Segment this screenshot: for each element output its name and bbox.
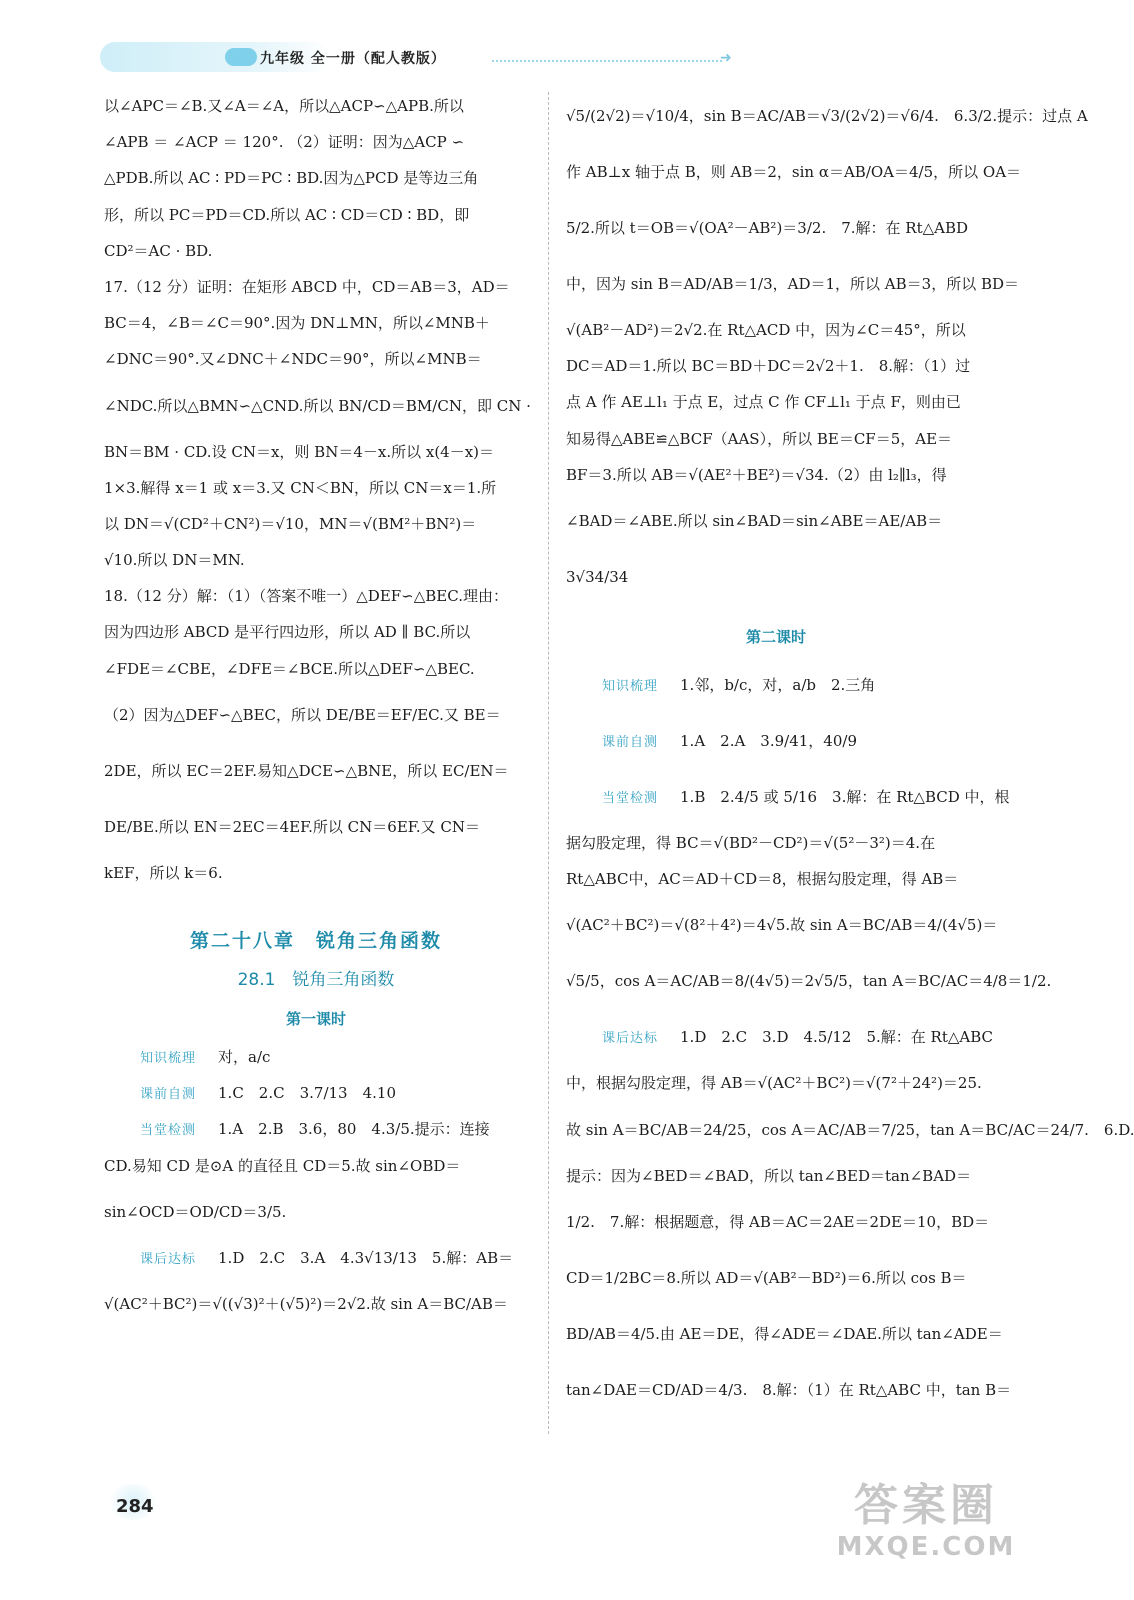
answer-line — [566, 897, 998, 953]
answer-line — [566, 953, 1052, 1009]
left-answer-text — [104, 88, 531, 891]
answer-text: CD＝1/2BC＝8.所以 AD＝√(AB²－BD²)＝6.所以 cos B＝ — [566, 1268, 967, 1287]
answer-line — [566, 144, 1022, 200]
answer-text: 知易得△ABE≌△BCF（AAS），所以 BE＝CF＝5，AE＝ — [566, 429, 953, 448]
answer-text: sin∠OCD＝OD/CD＝3/5. — [104, 1202, 287, 1221]
answer-text: DC＝AD＝1.所以 BC＝BD＋DC＝2√2＋1. 8.解：（1）过 — [566, 357, 971, 376]
answer-line — [104, 305, 528, 341]
header-title: 九年级 全一册（配人教版） — [260, 51, 446, 67]
left-column — [104, 88, 531, 1332]
answer-text: 3√34/34 — [566, 567, 629, 586]
section-tag: 课前自测 — [602, 734, 659, 750]
section-tag: 课后达标 — [140, 1251, 197, 1267]
answer-text: 1.C 2.C 3.7/13 4.10 — [218, 1084, 396, 1103]
section-tag: 当堂检测 — [140, 1123, 197, 1139]
section-tag: 知识梳理 — [140, 1051, 197, 1066]
answer-text: ∠APB ＝ ∠ACP ＝ 120°. （2）证明：因为△ACP ∽ — [104, 133, 465, 152]
answer-line — [566, 1009, 994, 1065]
answer-text: tan∠DAE＝CD/AD＝4/3. 8.解：（1）在 Rt△ABC 中，tan B＝ — [566, 1380, 1012, 1399]
answer-text: 1.D 2.C 3.D 4.5/12 5.解：在 Rt△ABC — [680, 1028, 994, 1047]
answer-line — [104, 378, 531, 434]
answer-line — [104, 124, 528, 160]
answer-text: CD²＝AC · BD. — [104, 241, 213, 260]
lesson2-answers — [566, 657, 1134, 1418]
answer-text: 提示：因为∠BED＝∠BAD，所以 tan∠BED＝tan∠BAD＝ — [566, 1166, 972, 1185]
answer-text: 以∠APC＝∠B.又∠A＝∠A，所以△ACP∽△APB.所以 — [104, 97, 464, 115]
answer-line — [104, 687, 528, 743]
lesson2-title: 第二课时 — [745, 627, 806, 646]
answer-text: 1×3.解得 x＝1 或 x＝3.又 CN＜BN，所以 CN＝x＝1.所 — [104, 478, 497, 497]
watermark-url: MXQE.COM — [836, 1532, 1016, 1562]
answer-text: 中，根据勾股定理，得 AB＝√(AC²＋BC²)＝√(7²＋24²)＝25. — [566, 1074, 982, 1093]
answer-line — [566, 657, 986, 713]
answer-line — [104, 1276, 528, 1332]
answer-text: 对，a/c — [218, 1048, 271, 1066]
column-divider — [548, 92, 549, 1434]
watermark-logo: 答案圈 — [854, 1480, 998, 1531]
answer-text: 故 sin A＝BC/AB＝24/25，cos A＝AC/AB＝7/25，tan A＝BC/AC＝24/7. 6.D. — [566, 1120, 1134, 1139]
answer-text: CD.易知 CD 是⊙A 的直径且 CD＝5.故 sin∠OBD＝ — [104, 1156, 461, 1175]
answer-text: ∠NDC.所以△BMN∽△CND.所以 BN/CD＝BM/CN，即 CN · — [104, 396, 531, 415]
answer-line — [104, 614, 528, 650]
answer-text: （2）因为△DEF∽△BEC，所以 DE/BE＝EF/EC.又 BE＝ — [104, 705, 501, 724]
answer-text: △PDB.所以 AC ∶ PD＝PC ∶ BD.因为△PCD 是等边三角 — [104, 169, 479, 188]
answer-text: 2DE，所以 EC＝2EF.易知△DCE∽△BNE，所以 EC/EN＝ — [104, 761, 509, 780]
lesson-title: 第一课时 — [285, 1010, 346, 1028]
answer-line — [566, 1306, 1003, 1362]
answer-line — [566, 457, 986, 493]
answer-text: 1.B 2.4/5 或 5/16 3.解：在 Rt△BCD 中，根 — [680, 787, 1010, 806]
answer-line — [104, 269, 528, 305]
page-number: 284 — [116, 1496, 154, 1517]
answer-line — [566, 1362, 1012, 1418]
answer-line — [104, 434, 528, 470]
answer-text: Rt△ABC中，AC＝AD＋CD＝8，根据勾股定理，得 AB＝ — [566, 870, 959, 889]
answer-line — [104, 160, 528, 196]
answer-text: √(AB²－AD²)＝2√2.在 Rt△ACD 中，因为∠C＝45°，所以 — [566, 321, 966, 339]
answer-line — [566, 200, 986, 256]
answer-text: BF＝3.所以 AB＝√(AE²＋BE²)＝√34.（2）由 l₂∥l₃，得 — [566, 465, 947, 484]
answer-text: BD/AB＝4/5.由 AE＝DE，得∠ADE＝∠DAE.所以 tan∠ADE＝ — [566, 1324, 1003, 1343]
answer-text: 点 A 作 AE⊥l₁ 于点 E，过点 C 作 CF⊥l₁ 于点 F，则由已 — [566, 393, 961, 412]
answer-text: ∠BAD＝∠ABE.所以 sin∠BAD＝sin∠ABE＝AE/AB＝ — [566, 511, 943, 530]
answer-line — [566, 348, 986, 384]
answer-text: √5/5，cos A＝AC/AB＝8/(4√5)＝2√5/5，tan A＝BC/AC＝4/8＝1/2. — [566, 972, 1052, 991]
answer-line — [566, 256, 1020, 312]
answer-line — [104, 341, 528, 377]
answer-text: ∠FDE＝∠CBE，∠DFE＝∠BCE.所以△DEF∽△BEC. — [104, 659, 475, 678]
answer-text: 1.D 2.C 3.A 4.3√13/13 5.解：AB＝ — [218, 1248, 514, 1267]
arrow-right-icon: ➜ — [720, 50, 732, 66]
answer-text: √(AC²＋BC²)＝√((√3)²＋(√5)²)＝2√2.故 sin A＝BC/AB＝ — [104, 1294, 508, 1313]
answer-line — [566, 493, 986, 549]
section-tag: 知识梳理 — [602, 678, 659, 694]
answer-line — [104, 1148, 528, 1184]
section-tag: 当堂检测 — [602, 790, 659, 806]
answer-line — [104, 855, 528, 891]
answer-text: 形，所以 PC＝PD＝CD.所以 AC ∶ CD＝CD ∶ BD，即 — [104, 205, 470, 224]
answer-line — [104, 651, 528, 687]
answer-text: 据勾股定理，得 BC＝√(BD²－CD²)＝√(5²－3²)＝4.在 — [566, 833, 936, 852]
answer-text: 作 AB⊥x 轴于点 B，则 AB＝2，sin α＝AB/OA＝4/5，所以 OA＝ — [566, 163, 1022, 181]
answer-line — [104, 578, 528, 614]
answer-line — [104, 197, 528, 233]
right-answer-text — [566, 88, 1088, 605]
answer-line — [566, 1194, 990, 1250]
answer-text: BN＝BM · CD.设 CN＝x，则 BN＝4－x.所以 x(4－x)＝ — [104, 442, 495, 461]
lesson1-answers — [104, 1039, 528, 1332]
answer-text: ∠DNC＝90°.又∠DNC＋∠NDC＝90°，所以∠MNB＝ — [104, 350, 482, 369]
answer-line — [566, 713, 986, 769]
answer-text: 以 DN＝√(CD²＋CN²)＝√10，MN＝√(BM²＋BN²)＝ — [104, 514, 477, 533]
section-title: 28.1 锐角三角函数 — [237, 970, 395, 990]
answer-line — [104, 1039, 528, 1075]
header-logo-icon — [225, 48, 257, 66]
answer-line — [566, 88, 1088, 144]
answer-text: BC＝4，∠B＝∠C＝90°.因为 DN⊥MN，所以∠MNB＋ — [104, 314, 490, 333]
answer-text: 1.A 2.A 3.9/41，40/9 — [680, 731, 857, 750]
answer-text: √5/(2√2)＝√10/4，sin B＝AC/AB＝√3/(2√2)＝√6/4. 6.3/2.提示：过点 A — [566, 107, 1088, 125]
answer-line — [104, 1111, 528, 1147]
answer-line — [566, 549, 986, 605]
section-tag: 课前自测 — [140, 1087, 197, 1103]
answer-text: 1.邻，b/c，对，a/b 2.三角 — [680, 675, 876, 694]
answer-line — [566, 769, 1010, 825]
answer-line — [104, 1240, 528, 1276]
answer-line — [104, 1184, 528, 1240]
answer-line — [104, 799, 528, 855]
answer-line — [104, 743, 528, 799]
answer-line — [104, 1075, 528, 1111]
answer-text: 17.（12 分）证明：在矩形 ABCD 中，CD＝AB＝3，AD＝ — [104, 277, 510, 296]
answer-text: DE/BE.所以 EN＝2EC＝4EF.所以 CN＝6EF.又 CN＝ — [104, 817, 480, 836]
answer-text: kEF，所以 k＝6. — [104, 863, 223, 882]
answer-text: √(AC²＋BC²)＝√(8²＋4²)＝4√5.故 sin A＝BC/AB＝4/(4√5)＝ — [566, 916, 998, 935]
answer-text: √10.所以 DN＝MN. — [104, 551, 245, 570]
section-tag: 课后达标 — [602, 1031, 659, 1047]
answer-line — [566, 825, 986, 861]
answer-text: 18.（12 分）解：（1）（答案不唯一）△DEF∽△BEC.理由： — [104, 587, 508, 606]
answer-line — [566, 384, 986, 420]
answer-line — [104, 88, 528, 124]
header-dotted-rule — [492, 60, 722, 62]
answer-line — [566, 421, 986, 457]
answer-line — [566, 312, 986, 348]
watermark — [836, 1480, 1016, 1562]
right-column — [566, 88, 1134, 1418]
answer-line — [104, 233, 528, 269]
chapter-title: 第二十八章 锐角三角函数 — [189, 930, 442, 952]
page-header — [100, 38, 740, 78]
answer-line — [104, 542, 528, 578]
answer-line — [104, 506, 528, 542]
answer-text: 5/2.所以 t＝OB＝√(OA²－AB²)＝3/2. 7.解：在 Rt△ABD — [566, 219, 969, 237]
answer-line — [566, 1158, 986, 1194]
answer-line — [566, 1102, 1134, 1158]
answer-line — [566, 1065, 986, 1101]
answer-text: 因为四边形 ABCD 是平行四边形，所以 AD ∥ BC.所以 — [104, 623, 471, 642]
answer-text: 1/2. 7.解：根据题意，得 AB＝AC＝2AE＝2DE＝10，BD＝ — [566, 1212, 990, 1231]
answer-text: 中，因为 sin B＝AD/AB＝1/3，AD＝1，所以 AB＝3，所以 BD＝ — [566, 275, 1020, 293]
answer-line — [566, 1250, 986, 1306]
answer-text: 1.A 2.B 3.6，80 4.3/5.提示：连接 — [218, 1120, 490, 1139]
answer-line — [566, 861, 986, 897]
answer-line — [104, 470, 528, 506]
